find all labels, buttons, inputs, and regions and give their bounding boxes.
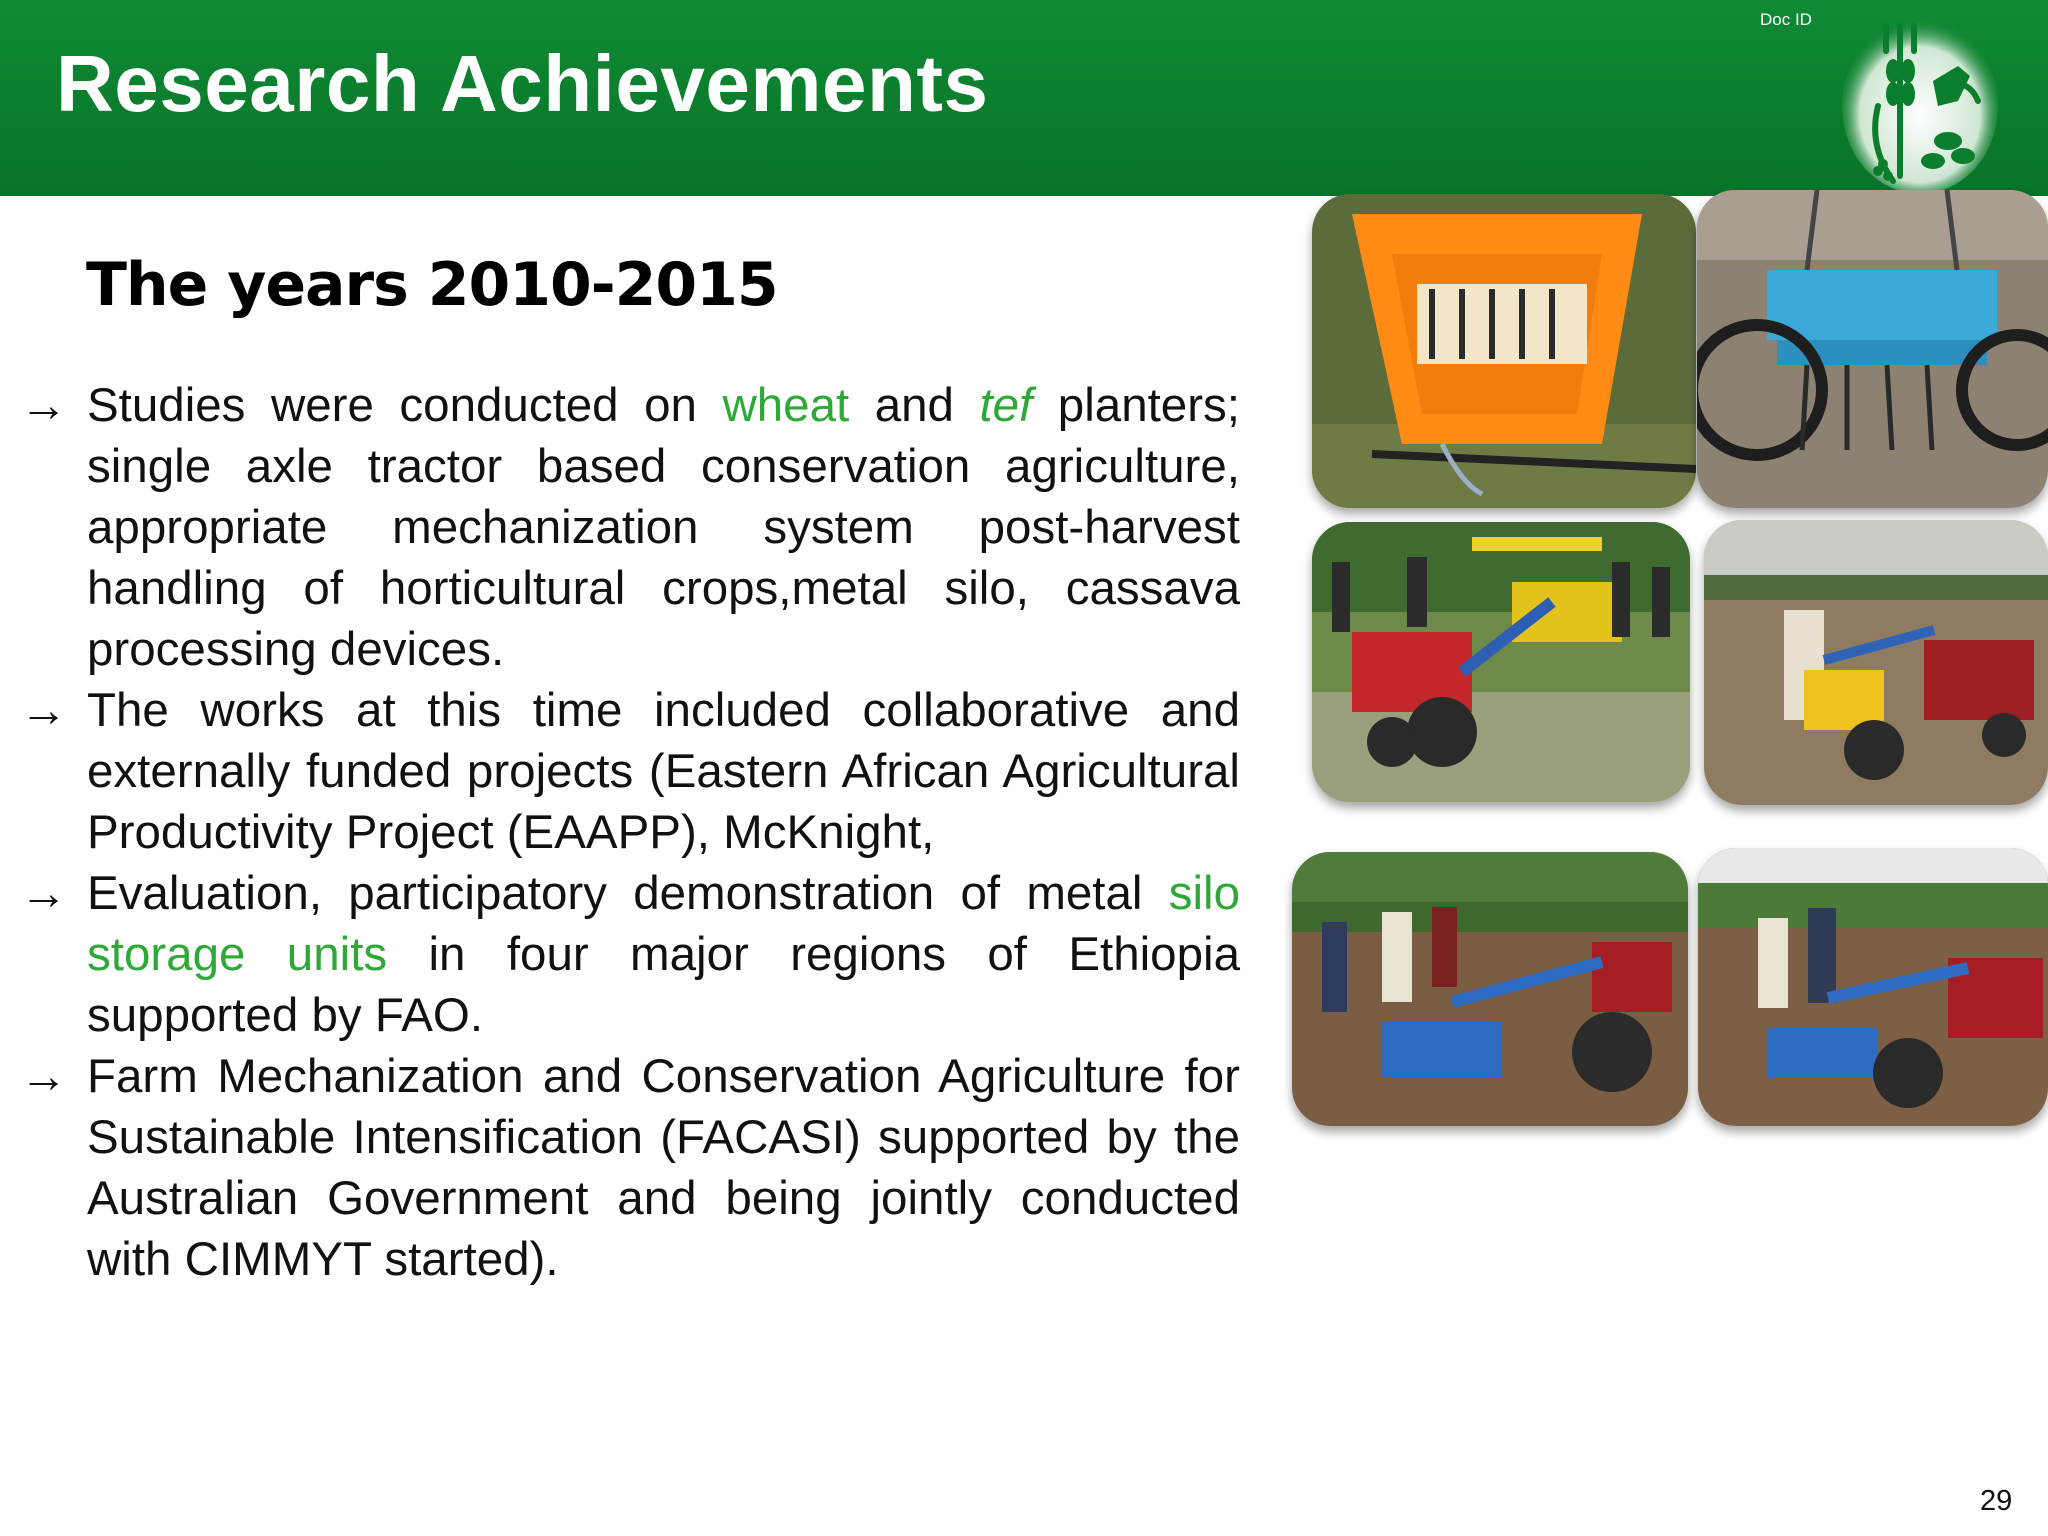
doc-id-label: Doc ID [1760,10,1812,29]
arrow-bullet-icon: → [20,379,68,432]
bullet-list [20,375,1240,1290]
photo-farmer-tractor-field [1704,520,2048,805]
header-bar [0,0,2048,196]
arrow-bullet-icon: → [20,1050,68,1103]
page-number: 29 [1980,1485,2013,1517]
bullet-item: → Farm Mechanization and Conservation Agriculture for Sustainable Intensification (FACASI) supported by the Australian Government and being jointly conducted with CIMMYT started). [20,1046,1240,1290]
photo-tractor-demonstration [1312,522,1690,802]
highlight-silo: silo storage units [87,867,1240,981]
photo-orange-planter [1312,194,1696,508]
bullet-item: → Studies were conducted on wheat and tef planters; single axle tractor based conservation agriculture, appropriate mechanization system post-harvest handling of horticultural crops,metal silo, cassava processing devices. [20,375,1240,680]
bullet-item: → Evaluation, participatory demonstration of metal silo storage units in four major regions of Ethiopia supported by FAO. [20,863,1240,1046]
section-heading: The years 2010-2015 [86,250,778,320]
slide-title: Research Achievements [56,39,989,128]
logo-icon [1838,6,1998,192]
photo-tractor-tilling [1698,848,2048,1126]
photo-tilling-workers [1292,852,1688,1126]
photo-blue-planter [1697,190,2048,508]
bullet-item: → The works at this time included collaborative and externally funded projects (Eastern African Agricultural Productivity Project (EAAPP), McKnight, [20,680,1240,863]
arrow-bullet-icon: → [20,867,68,920]
arrow-bullet-icon: → [20,684,68,737]
highlight-tef: tef [979,379,1033,432]
highlight-wheat: wheat [722,379,850,432]
